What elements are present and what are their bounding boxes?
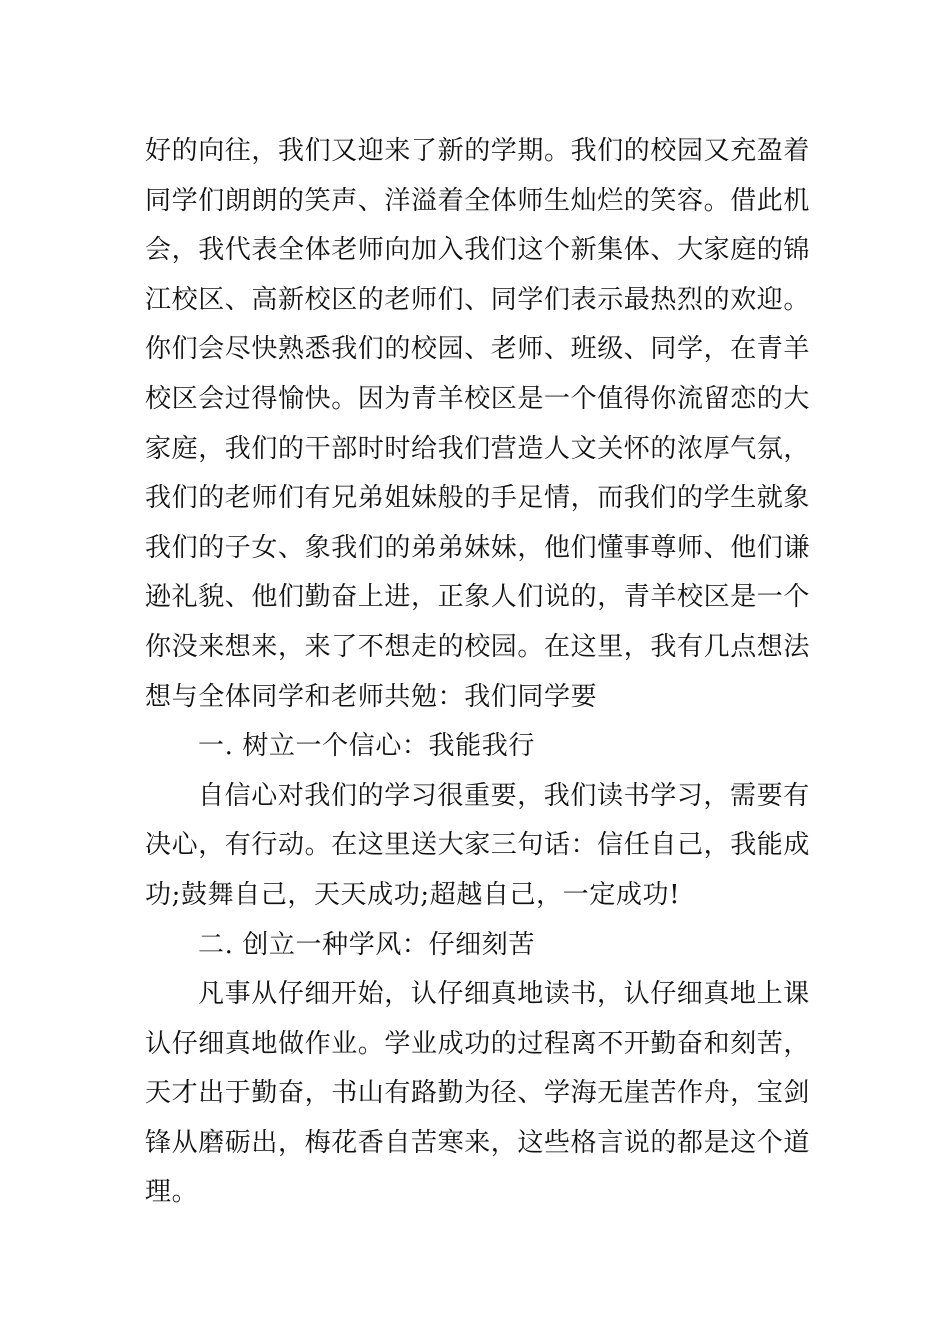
text-line: 好的向往，我们又迎来了新的学期。我们的校园又充盈着	[145, 136, 811, 166]
text-line: 我们的老师们有兄弟姐妹般的手足情，而我们的学生就象	[145, 483, 811, 514]
text-line: 我们的子女、象我们的弟弟妹妹，他们懂事尊师、他们谦	[145, 532, 811, 563]
paragraph-start: 凡事从仔细开始，认仔细真地读书，认仔细真地上课	[198, 979, 810, 1010]
text-line: 决心，有行动。在这里送大家三句话：信任自己，我能成	[145, 830, 811, 861]
section-heading-1: 一. 树立一个信心：我能我行	[198, 731, 535, 762]
text-line: 江校区、高新校区的老师们、同学们表示最热烈的欢迎。	[145, 284, 811, 315]
text-line: 逊礼貌、他们勤奋上进，正象人们说的，青羊校区是一个	[145, 582, 811, 613]
body-text	[145, 127, 810, 1218]
text-line: 想与全体同学和老师共勉：我们同学要	[145, 681, 598, 712]
text-line: 锋从磨砺出，梅花香自苦寒来，这些格言说的都是这个道	[145, 1127, 811, 1158]
text-line: 你没来想来，来了不想走的校园。在这里，我有几点想法	[145, 631, 811, 662]
text-line: 天才出于勤奋，书山有路勤为径、学海无崖苦作舟，宝剑	[145, 1078, 811, 1109]
text-line: 会，我代表全体老师向加入我们这个新集体、大家庭的锦	[145, 235, 811, 266]
text-line: 功;鼓舞自己，天天成功;超越自己，一定成功!	[145, 879, 681, 910]
text-line: 认仔细真地做作业。学业成功的过程离不开勤奋和刻苦，	[145, 1028, 811, 1059]
text-line: 理。	[145, 1177, 199, 1208]
text-line: 你们会尽快熟悉我们的校园、老师、班级、同学，在青羊	[145, 334, 811, 365]
paragraph-start: 自信心对我们的学习很重要，我们读书学习，需要有	[198, 780, 810, 811]
text-line: 校区会过得愉快。因为青羊校区是一个值得你流留恋的大	[145, 383, 811, 414]
section-heading-2: 二. 创立一种学风：仔细刻苦	[198, 929, 535, 960]
text-line: 同学们朗朗的笑声、洋溢着全体师生灿烂的笑容。借此机	[145, 185, 811, 216]
text-line: 家庭，我们的干部时时给我们营造人文关怀的浓厚气氛，	[145, 433, 811, 464]
